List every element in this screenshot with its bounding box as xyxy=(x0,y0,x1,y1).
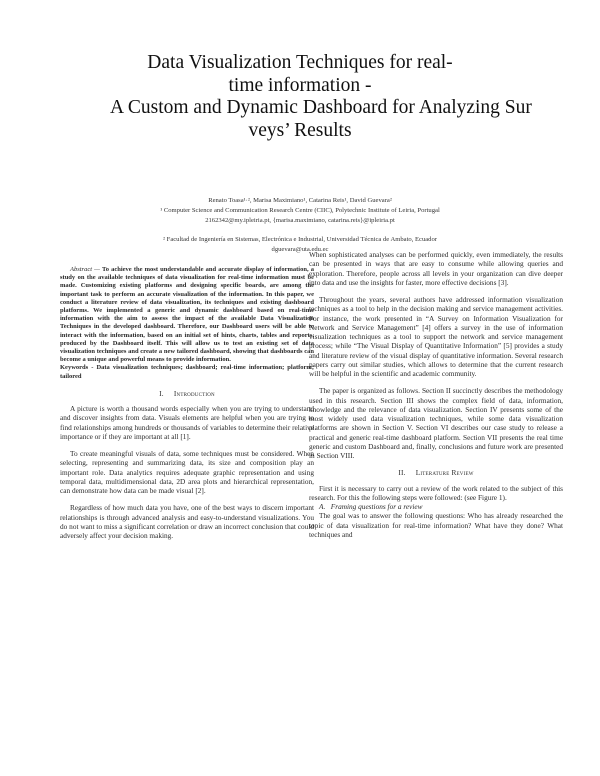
paragraph: First it is necessary to carry out a review of the work related to the subject of this research. For this the following steps were followed: (see Figure 1). xyxy=(309,483,563,502)
paragraph: The paper is organized as follows. Section II succinctly describes the methodology used in this research. Section III shows the complex field of data, information, knowledge and the relevance of data visualization. Section IV presents some of the most widely used data visualization techniques, while some data visualization platforms are shown in Section V. Section VI describes our case study to release a practical and generic real-time dashboard platform. Section VII presents the real time generic and custom Dashboard and, finally, conclusions and future work are presented in Section VIII. xyxy=(309,386,563,460)
title-line: veys’ Results xyxy=(248,119,352,141)
affiliation-2: ² Facultad de Ingeniería en Sistemas, Electrónica e Industrial, Universidad Técnica de Ambato, Ecuador xyxy=(163,236,437,243)
paragraph: A picture is worth a thousand words especially when you are trying to understand and discover insights from data. Visuals elements are helpful when you are trying to find relationships among hundreds or thousands of variables to determine their relative importance or if they are important at all [1]. xyxy=(60,404,314,441)
section-number: II. xyxy=(398,468,406,478)
paragraph: To create meaningful visuals of data, some techniques must be considered. When selecting, representing and summarizing data, its size and composition play an important role. Data analytics requires adequate graphic representation and using temporal data, multidimensional data, 2D area plots and hierarchical representation, can demonstrate how data can be made visual [2]. xyxy=(60,449,314,496)
abstract-label: Abstract — xyxy=(70,266,100,273)
paper-title xyxy=(110,52,532,142)
subsection-label: A. xyxy=(319,502,326,511)
author-names: Renato Toasa¹·², Marisa Maximiano¹, Catarina Reis¹, David Guevara² xyxy=(208,197,392,204)
title-line: A Custom and Dynamic Dashboard for Analyzing Sur xyxy=(110,97,532,118)
email-1: 2162342@my.ipleiria.pt, {marisa.maximiano, catarina.reis}@ipleiria.pt xyxy=(205,217,395,224)
email-2: dguevara@uta.edu.ec xyxy=(271,246,329,253)
section-heading-literature-review xyxy=(309,468,563,477)
left-column xyxy=(60,266,314,540)
subsection-title: Framing questions for a review xyxy=(330,502,423,511)
affiliation-1: ¹ Computer Science and Communication Research Centre (CIIC), Polytechnic Institute of Leiria, Portugal xyxy=(160,207,440,214)
keywords: Keywords - Data visualization techniques; dashboard; real-time information; platform; tailored xyxy=(60,364,314,380)
author-block xyxy=(60,196,540,255)
paragraph: When sophisticated analyses can be performed quickly, even immediately, the results can be presented in ways that are easy to consume while allowing queries and exploration. Therefore, people across all levels in your organization can dive deeper into data and use the insights for faster, more effective decisions [3]. xyxy=(309,250,563,287)
section-heading-introduction xyxy=(60,389,314,398)
abstract-text: To achieve the most understandable and accurate display of information, a study on the available techniques of data visualization for real-time information must be made. Customizing existing platforms and designing specific boards, are among the important task to perform an accurate visualization of the information. In this paper, we conduct a literature review of data visualization, its techniques and existing dashboard platforms. We implemented a generic and dynamic dashboard based on real-time information with the aim to assess the impact of the available Data Visualization Techniques in the developed dashboard. Therefore, our Dashboard users will be able to interact with the information, based on an initial set of hints, charts, tables and reports, produced by the Dashboard itself. This will allow us to test an existing set of data visualization techniques and create a new tailored dashboard, showing that dashboards can become a unique and powerful means to provide information. xyxy=(60,266,314,364)
subsection-heading xyxy=(309,502,563,511)
section-title: Introduction xyxy=(173,388,215,398)
title-line: time information - xyxy=(228,74,372,96)
title-line: Data Visualization Techniques for real- xyxy=(147,52,453,73)
right-column xyxy=(309,250,563,539)
section-number: I. xyxy=(159,388,164,398)
paragraph: The goal was to answer the following questions: Who has already researched the topic of data visualization for real-time information? What have they done? What techniques and xyxy=(309,511,563,539)
paragraph: Throughout the years, several authors have addressed information visualization techniques as a tool to help in the decision making and service management activities. For instance, the work presented in “A Survey on Information Visualization for Network and Service Management” [4] offers a survey in the use of information visualization techniques as a tool to support the network and service management process; while “The Visual Display of Quantitative Information” [5] provides a study and literature review of the visual display of quantitative information. Several research papers carry out similar studies, which allows to determine that the current research will be helpful in the scientific and academic community. xyxy=(309,295,563,378)
section-title: Literature Review xyxy=(415,468,474,478)
paragraph: Regardless of how much data you have, one of the best ways to discern important relationships is through advanced analysis and easy-to-understand visualizations. You do not want to miss a significant correlation or draw an incorrect conclusion that could adversely affect your decision making. xyxy=(60,503,314,541)
abstract xyxy=(60,266,314,364)
